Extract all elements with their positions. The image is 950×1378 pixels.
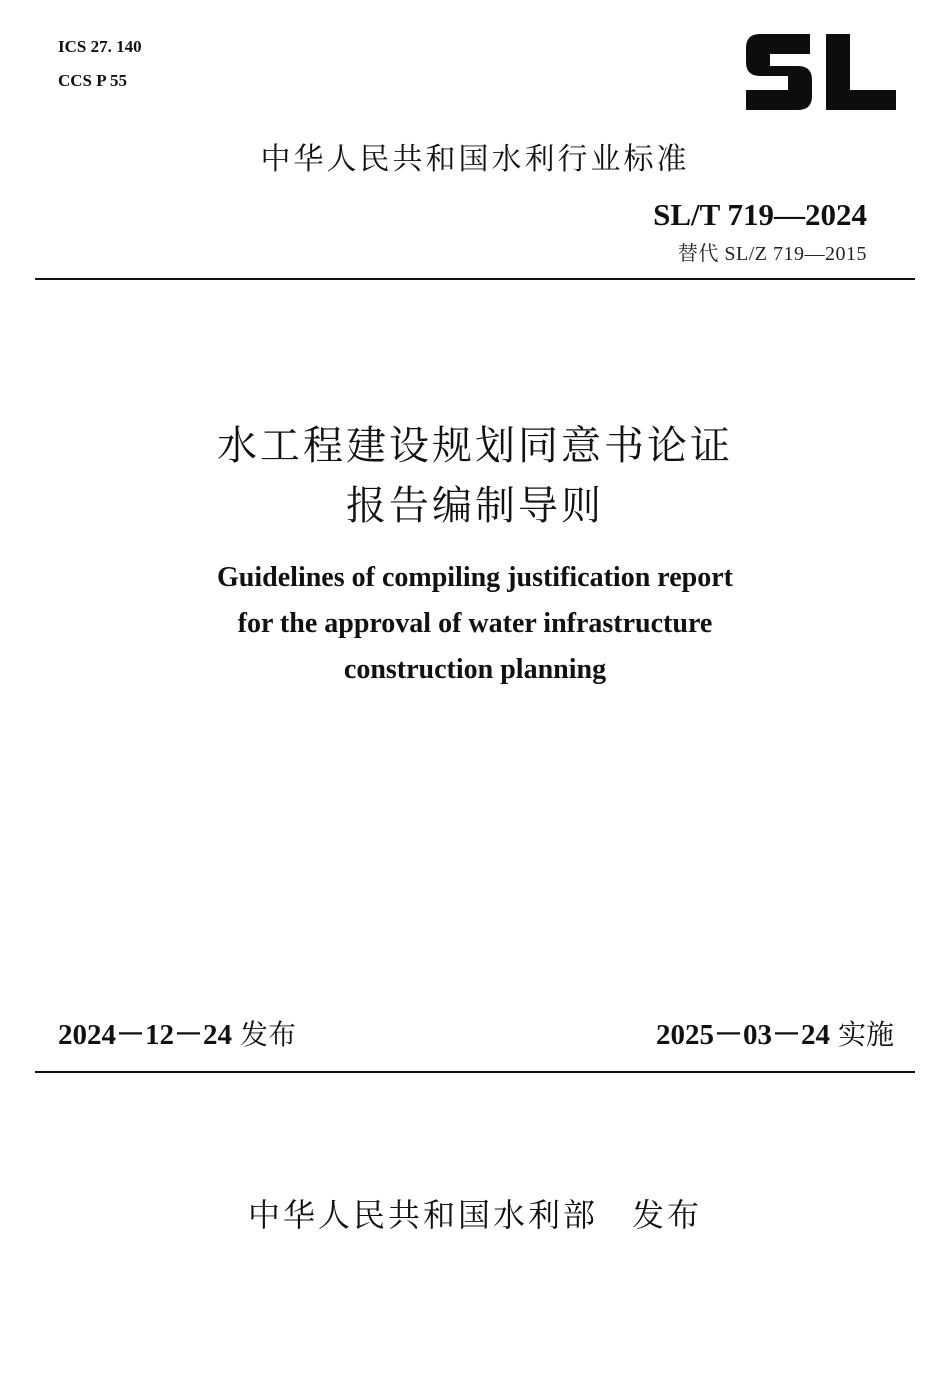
title-cn-line1: 水工程建设规划同意书论证 (217, 423, 733, 469)
implement-date-value: 2025－03－24 (655, 1019, 830, 1051)
issue-label: 发布 (240, 1018, 297, 1051)
implement-date (656, 1012, 894, 1053)
title-cn-line2: 报告编制导则 (346, 483, 604, 529)
issuing-authority (0, 1190, 950, 1236)
replaced-standard: 替代 SL/Z 719—2015 (677, 243, 867, 265)
implement-label: 实施 (837, 1018, 894, 1051)
title-en-line2: for the approval of water infrastructure (237, 608, 713, 639)
title-en-line3: construction planning (343, 654, 607, 685)
bottom-divider (35, 1071, 915, 1073)
ics-code: ICS 27. 140 (58, 37, 142, 56)
issuer-name: 中华人民共和国水利部 (247, 1196, 598, 1234)
issuer-action: 发布 (632, 1196, 703, 1234)
classification-codes (58, 30, 142, 98)
issue-date (58, 1012, 296, 1053)
sl-logo (742, 32, 898, 112)
standard-number: SL/T 719—2024 (653, 197, 867, 232)
industry-standard-heading: 中华人民共和国水利行业标准 (260, 142, 690, 177)
top-divider (35, 278, 915, 280)
ccs-code: CCS P 55 (58, 71, 127, 90)
title-en-line1: Guidelines of compiling justification report (217, 562, 733, 593)
issue-date-value: 2024－12－24 (58, 1019, 233, 1051)
